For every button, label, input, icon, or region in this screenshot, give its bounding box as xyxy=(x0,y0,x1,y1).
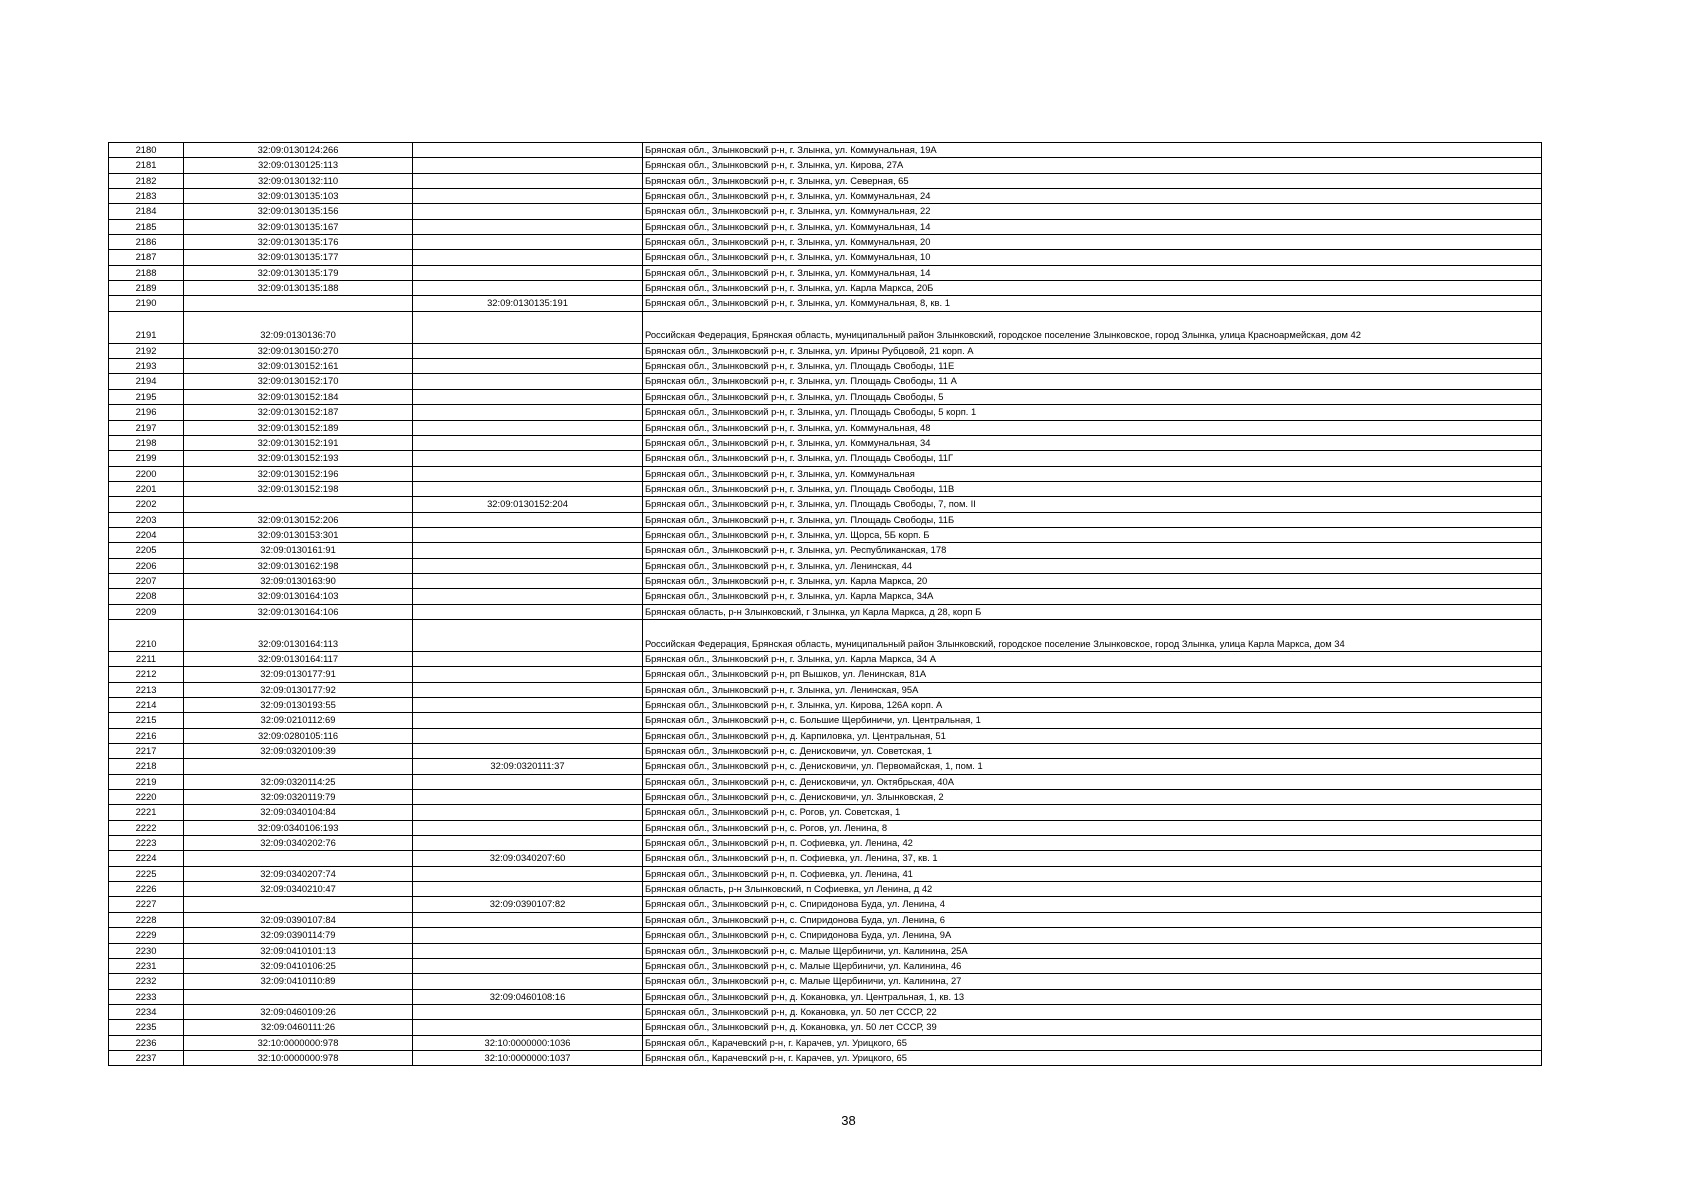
premises-cadastral-number-cell: 32:09:0320111:37 xyxy=(413,759,643,774)
cadastral-number-cell: 32:09:0340207:74 xyxy=(184,866,413,881)
table-row xyxy=(109,728,1542,743)
table-row xyxy=(109,851,1542,866)
address-cell: Брянская обл., Злынковский р-н, г. Злынка, ул. Коммунальная, 20 xyxy=(643,235,1542,250)
row-number-cell: 2190 xyxy=(109,296,184,311)
premises-cadastral-number-cell xyxy=(413,667,643,682)
address-cell: Брянская обл., Злынковский р-н, с. Денисковичи, ул. Первомайская, 1, пом. 1 xyxy=(643,759,1542,774)
table-row xyxy=(109,682,1542,697)
row-number-cell: 2236 xyxy=(109,1035,184,1050)
address-cell: Российская Федерация, Брянская область, муниципальный район Злынковский, городское поселение Злынковское, город Злынка, улица Карла Маркса, дом 34 xyxy=(643,619,1542,651)
address-cell: Брянская обл., Злынковский р-н, рп Вышков, ул. Ленинская, 81А xyxy=(643,667,1542,682)
address-cell: Брянская обл., Злынковский р-н, г. Злынка, ул. Коммунальная, 8, кв. 1 xyxy=(643,296,1542,311)
row-number-cell: 2202 xyxy=(109,497,184,512)
address-cell: Брянская обл., Злынковский р-н, г. Злынка, ул. Ленинская, 95А xyxy=(643,682,1542,697)
premises-cadastral-number-cell xyxy=(413,619,643,651)
address-cell: Брянская обл., Злынковский р-н, с. Большие Щербиничи, ул. Центральная, 1 xyxy=(643,713,1542,728)
premises-cadastral-number-cell xyxy=(413,173,643,188)
address-cell: Брянская обл., Злынковский р-н, г. Злынка, ул. Площадь Свободы, 5 корп. 1 xyxy=(643,405,1542,420)
premises-cadastral-number-cell xyxy=(413,374,643,389)
cadastral-number-cell: 32:09:0130152:161 xyxy=(184,359,413,374)
row-number-cell: 2212 xyxy=(109,667,184,682)
premises-cadastral-number-cell xyxy=(413,451,643,466)
cadastral-number-cell: 32:09:0210112:69 xyxy=(184,713,413,728)
table-row xyxy=(109,912,1542,927)
registry-table-body xyxy=(109,143,1542,1066)
table-row xyxy=(109,265,1542,280)
cadastral-number-cell: 32:09:0130164:103 xyxy=(184,589,413,604)
premises-cadastral-number-cell xyxy=(413,866,643,881)
address-cell: Брянская обл., Злынковский р-н, г. Злынка, ул. Площадь Свободы, 11 А xyxy=(643,374,1542,389)
table-row xyxy=(109,744,1542,759)
address-cell: Брянская обл., Злынковский р-н, с. Денисковичи, ул. Октябрьская, 40А xyxy=(643,774,1542,789)
address-cell: Брянская обл., Злынковский р-н, г. Злынка, ул. Карла Маркса, 20Б xyxy=(643,281,1542,296)
row-number-cell: 2207 xyxy=(109,573,184,588)
premises-cadastral-number-cell xyxy=(413,974,643,989)
table-row xyxy=(109,713,1542,728)
row-number-cell: 2210 xyxy=(109,619,184,651)
table-row xyxy=(109,866,1542,881)
premises-cadastral-number-cell xyxy=(413,543,643,558)
premises-cadastral-number-cell xyxy=(413,651,643,666)
cadastral-number-cell: 32:09:0390114:79 xyxy=(184,928,413,943)
row-number-cell: 2200 xyxy=(109,466,184,481)
address-cell: Брянская обл., Злынковский р-н, г. Злынка, ул. Коммунальная, 34 xyxy=(643,435,1542,450)
cadastral-number-cell: 32:09:0130135:103 xyxy=(184,189,413,204)
table-row xyxy=(109,311,1542,343)
premises-cadastral-number-cell xyxy=(413,527,643,542)
premises-cadastral-number-cell xyxy=(413,481,643,496)
cadastral-number-cell: 32:09:0130152:189 xyxy=(184,420,413,435)
row-number-cell: 2205 xyxy=(109,543,184,558)
address-cell: Брянская обл., Злынковский р-н, г. Злынка, ул. Кирова, 126А корп. А xyxy=(643,698,1542,713)
row-number-cell: 2198 xyxy=(109,435,184,450)
address-cell: Брянская обл., Злынковский р-н, с. Малые Щербиничи, ул. Калинина, 27 xyxy=(643,974,1542,989)
table-row xyxy=(109,1004,1542,1019)
premises-cadastral-number-cell xyxy=(413,311,643,343)
address-cell: Брянская обл., Злынковский р-н, г. Злынка, ул. Карла Маркса, 20 xyxy=(643,573,1542,588)
premises-cadastral-number-cell xyxy=(413,405,643,420)
address-cell: Брянская обл., Злынковский р-н, д. Кокановка, ул. Центральная, 1, кв. 13 xyxy=(643,989,1542,1004)
row-number-cell: 2182 xyxy=(109,173,184,188)
address-cell: Брянская обл., Карачевский р-н, г. Карачев, ул. Урицкого, 65 xyxy=(643,1035,1542,1050)
cadastral-number-cell xyxy=(184,497,413,512)
cadastral-number-cell: 32:09:0130152:198 xyxy=(184,481,413,496)
premises-cadastral-number-cell xyxy=(413,512,643,527)
address-cell: Брянская обл., Злынковский р-н, с. Малые Щербиничи, ул. Калинина, 25А xyxy=(643,943,1542,958)
cadastral-number-cell: 32:09:0460111:26 xyxy=(184,1020,413,1035)
table-row xyxy=(109,158,1542,173)
cadastral-number-cell: 32:09:0410101:13 xyxy=(184,943,413,958)
row-number-cell: 2235 xyxy=(109,1020,184,1035)
address-cell: Брянская обл., Злынковский р-н, г. Злынка, ул. Коммунальная xyxy=(643,466,1542,481)
address-cell: Брянская обл., Злынковский р-н, г. Злынка, ул. Коммунальная, 48 xyxy=(643,420,1542,435)
row-number-cell: 2233 xyxy=(109,989,184,1004)
table-row xyxy=(109,698,1542,713)
row-number-cell: 2224 xyxy=(109,851,184,866)
cadastral-number-cell: 32:09:0280105:116 xyxy=(184,728,413,743)
table-row xyxy=(109,527,1542,542)
premises-cadastral-number-cell xyxy=(413,158,643,173)
cadastral-number-cell: 32:09:0130152:184 xyxy=(184,389,413,404)
premises-cadastral-number-cell xyxy=(413,912,643,927)
address-cell: Брянская обл., Злынковский р-н, г. Злынка, ул. Карла Маркса, 34А xyxy=(643,589,1542,604)
table-row xyxy=(109,389,1542,404)
address-cell: Брянская обл., Злынковский р-н, д. Кокановка, ул. 50 лет СССР, 39 xyxy=(643,1020,1542,1035)
address-cell: Брянская обл., Злынковский р-н, г. Злынка, ул. Ирины Рубцовой, 21 корп. А xyxy=(643,343,1542,358)
row-number-cell: 2209 xyxy=(109,604,184,619)
row-number-cell: 2237 xyxy=(109,1050,184,1065)
address-cell: Брянская обл., Злынковский р-н, д. Карпиловка, ул. Центральная, 51 xyxy=(643,728,1542,743)
address-cell: Брянская обл., Злынковский р-н, с. Денисковичи, ул. Советская, 1 xyxy=(643,744,1542,759)
premises-cadastral-number-cell: 32:09:0460108:16 xyxy=(413,989,643,1004)
address-cell: Брянская обл., Злынковский р-н, г. Злынка, ул. Площадь Свободы, 11В xyxy=(643,481,1542,496)
table-row xyxy=(109,759,1542,774)
cadastral-number-cell: 32:09:0340210:47 xyxy=(184,882,413,897)
table-row xyxy=(109,466,1542,481)
table-row xyxy=(109,573,1542,588)
page-number: 38 xyxy=(841,1113,856,1128)
row-number-cell: 2191 xyxy=(109,311,184,343)
table-row xyxy=(109,1035,1542,1050)
table-row xyxy=(109,882,1542,897)
address-cell: Брянская обл., Злынковский р-н, п. Софиевка, ул. Ленина, 41 xyxy=(643,866,1542,881)
row-number-cell: 2213 xyxy=(109,682,184,697)
cadastral-number-cell: 32:09:0410106:25 xyxy=(184,958,413,973)
address-cell: Брянская обл., Злынковский р-н, г. Злынка, ул. Коммунальная, 24 xyxy=(643,189,1542,204)
row-number-cell: 2186 xyxy=(109,235,184,250)
table-row xyxy=(109,143,1542,158)
premises-cadastral-number-cell xyxy=(413,698,643,713)
table-row xyxy=(109,589,1542,604)
row-number-cell: 2231 xyxy=(109,958,184,973)
row-number-cell: 2223 xyxy=(109,836,184,851)
address-cell: Брянская область, р-н Злынковский, г Злынка, ул Карла Маркса, д 28, корп Б xyxy=(643,604,1542,619)
table-row xyxy=(109,774,1542,789)
row-number-cell: 2181 xyxy=(109,158,184,173)
table-row xyxy=(109,296,1542,311)
row-number-cell: 2216 xyxy=(109,728,184,743)
cadastral-number-cell: 32:09:0130135:177 xyxy=(184,250,413,265)
address-cell: Брянская обл., Злынковский р-н, г. Злынка, ул. Коммунальная, 14 xyxy=(643,265,1542,280)
table-row xyxy=(109,928,1542,943)
row-number-cell: 2183 xyxy=(109,189,184,204)
cadastral-number-cell: 32:09:0130152:170 xyxy=(184,374,413,389)
premises-cadastral-number-cell xyxy=(413,744,643,759)
address-cell: Брянская обл., Злынковский р-н, д. Кокановка, ул. 50 лет СССР, 22 xyxy=(643,1004,1542,1019)
row-number-cell: 2180 xyxy=(109,143,184,158)
cadastral-number-cell: 32:09:0130152:193 xyxy=(184,451,413,466)
premises-cadastral-number-cell xyxy=(413,359,643,374)
address-cell: Брянская обл., Злынковский р-н, г. Злынка, ул. Коммунальная, 10 xyxy=(643,250,1542,265)
table-row xyxy=(109,943,1542,958)
address-cell: Брянская обл., Злынковский р-н, г. Злынка, ул. Щорса, 5Б корп. Б xyxy=(643,527,1542,542)
address-cell: Брянская обл., Злынковский р-н, г. Злынка, ул. Ленинская, 44 xyxy=(643,558,1542,573)
cadastral-number-cell: 32:09:0130135:156 xyxy=(184,204,413,219)
row-number-cell: 2232 xyxy=(109,974,184,989)
premises-cadastral-number-cell: 32:09:0130135:191 xyxy=(413,296,643,311)
premises-cadastral-number-cell xyxy=(413,466,643,481)
row-number-cell: 2196 xyxy=(109,405,184,420)
premises-cadastral-number-cell xyxy=(413,604,643,619)
cadastral-number-cell xyxy=(184,897,413,912)
address-cell: Брянская обл., Злынковский р-н, с. Спиридонова Буда, ул. Ленина, 6 xyxy=(643,912,1542,927)
cadastral-number-cell: 32:09:0320114:25 xyxy=(184,774,413,789)
premises-cadastral-number-cell xyxy=(413,204,643,219)
cadastral-number-cell: 32:09:0320109:39 xyxy=(184,744,413,759)
row-number-cell: 2185 xyxy=(109,219,184,234)
premises-cadastral-number-cell xyxy=(413,235,643,250)
address-cell: Брянская обл., Злынковский р-н, г. Злынка, ул. Площадь Свободы, 11Б xyxy=(643,512,1542,527)
premises-cadastral-number-cell xyxy=(413,1020,643,1035)
cadastral-number-cell: 32:09:0130153:301 xyxy=(184,527,413,542)
table-row xyxy=(109,512,1542,527)
table-row xyxy=(109,204,1542,219)
address-cell: Брянская обл., Злынковский р-н, с. Спиридонова Буда, ул. Ленина, 4 xyxy=(643,897,1542,912)
address-cell: Брянская обл., Злынковский р-н, с. Денисковичи, ул. Злынковская, 2 xyxy=(643,790,1542,805)
cadastral-number-cell: 32:09:0130135:176 xyxy=(184,235,413,250)
table-row xyxy=(109,989,1542,1004)
premises-cadastral-number-cell xyxy=(413,250,643,265)
table-row xyxy=(109,1050,1542,1065)
premises-cadastral-number-cell: 32:10:0000000:1037 xyxy=(413,1050,643,1065)
cadastral-number-cell: 32:09:0130164:106 xyxy=(184,604,413,619)
premises-cadastral-number-cell xyxy=(413,943,643,958)
address-cell: Брянская обл., Злынковский р-н, г. Злынка, ул. Коммунальная, 14 xyxy=(643,219,1542,234)
cadastral-number-cell: 32:09:0130177:91 xyxy=(184,667,413,682)
row-number-cell: 2227 xyxy=(109,897,184,912)
row-number-cell: 2195 xyxy=(109,389,184,404)
premises-cadastral-number-cell xyxy=(413,281,643,296)
table-row xyxy=(109,250,1542,265)
cadastral-number-cell: 32:09:0130135:188 xyxy=(184,281,413,296)
row-number-cell: 2199 xyxy=(109,451,184,466)
table-row xyxy=(109,604,1542,619)
cadastral-number-cell xyxy=(184,851,413,866)
row-number-cell: 2215 xyxy=(109,713,184,728)
premises-cadastral-number-cell xyxy=(413,774,643,789)
row-number-cell: 2230 xyxy=(109,943,184,958)
cadastral-number-cell: 32:09:0130162:198 xyxy=(184,558,413,573)
row-number-cell: 2221 xyxy=(109,805,184,820)
cadastral-number-cell: 32:10:0000000:978 xyxy=(184,1035,413,1050)
cadastral-number-cell: 32:09:0130177:92 xyxy=(184,682,413,697)
premises-cadastral-number-cell xyxy=(413,790,643,805)
row-number-cell: 2192 xyxy=(109,343,184,358)
address-cell: Брянская обл., Злынковский р-н, г. Злынка, ул. Карла Маркса, 34 А xyxy=(643,651,1542,666)
premises-cadastral-number-cell xyxy=(413,435,643,450)
cadastral-number-cell: 32:09:0130125:113 xyxy=(184,158,413,173)
premises-cadastral-number-cell: 32:09:0130152:204 xyxy=(413,497,643,512)
cadastral-number-cell: 32:09:0130164:117 xyxy=(184,651,413,666)
row-number-cell: 2193 xyxy=(109,359,184,374)
table-row xyxy=(109,497,1542,512)
cadastral-number-cell: 32:09:0130152:191 xyxy=(184,435,413,450)
premises-cadastral-number-cell: 32:09:0340207:60 xyxy=(413,851,643,866)
address-cell: Брянская обл., Злынковский р-н, г. Злынка, ул. Республиканская, 178 xyxy=(643,543,1542,558)
table-row xyxy=(109,958,1542,973)
address-cell: Брянская обл., Злынковский р-н, г. Злынка, ул. Площадь Свободы, 11Е xyxy=(643,359,1542,374)
row-number-cell: 2206 xyxy=(109,558,184,573)
premises-cadastral-number-cell xyxy=(413,805,643,820)
cadastral-number-cell: 32:09:0410110:89 xyxy=(184,974,413,989)
row-number-cell: 2208 xyxy=(109,589,184,604)
cadastral-number-cell: 32:09:0130132:110 xyxy=(184,173,413,188)
row-number-cell: 2201 xyxy=(109,481,184,496)
row-number-cell: 2220 xyxy=(109,790,184,805)
row-number-cell: 2217 xyxy=(109,744,184,759)
address-cell: Брянская обл., Злынковский р-н, г. Злынка, ул. Площадь Свободы, 5 xyxy=(643,389,1542,404)
address-cell: Брянская обл., Злынковский р-н, г. Злынка, ул. Коммунальная, 19А xyxy=(643,143,1542,158)
premises-cadastral-number-cell xyxy=(413,265,643,280)
premises-cadastral-number-cell xyxy=(413,713,643,728)
cadastral-number-cell: 32:09:0130193:55 xyxy=(184,698,413,713)
table-row xyxy=(109,173,1542,188)
table-row xyxy=(109,374,1542,389)
cadastral-number-cell: 32:09:0130163:90 xyxy=(184,573,413,588)
row-number-cell: 2204 xyxy=(109,527,184,542)
table-row xyxy=(109,836,1542,851)
premises-cadastral-number-cell xyxy=(413,389,643,404)
address-cell: Брянская обл., Злынковский р-н, г. Злынка, ул. Коммунальная, 22 xyxy=(643,204,1542,219)
row-number-cell: 2228 xyxy=(109,912,184,927)
table-row xyxy=(109,189,1542,204)
table-row xyxy=(109,543,1542,558)
premises-cadastral-number-cell xyxy=(413,589,643,604)
row-number-cell: 2188 xyxy=(109,265,184,280)
cadastral-number-cell: 32:09:0340104:84 xyxy=(184,805,413,820)
cadastral-number-cell: 32:09:0130152:206 xyxy=(184,512,413,527)
table-row xyxy=(109,235,1542,250)
premises-cadastral-number-cell xyxy=(413,1004,643,1019)
row-number-cell: 2197 xyxy=(109,420,184,435)
table-row xyxy=(109,451,1542,466)
cadastral-number-cell: 32:09:0130135:167 xyxy=(184,219,413,234)
row-number-cell: 2211 xyxy=(109,651,184,666)
table-row xyxy=(109,281,1542,296)
address-cell: Брянская обл., Злынковский р-н, п. Софиевка, ул. Ленина, 37, кв. 1 xyxy=(643,851,1542,866)
cadastral-number-cell: 32:09:0130152:196 xyxy=(184,466,413,481)
table-row xyxy=(109,790,1542,805)
cadastral-number-cell xyxy=(184,296,413,311)
table-row xyxy=(109,219,1542,234)
premises-cadastral-number-cell xyxy=(413,836,643,851)
row-number-cell: 2222 xyxy=(109,820,184,835)
premises-cadastral-number-cell xyxy=(413,882,643,897)
address-cell: Брянская обл., Карачевский р-н, г. Карачев, ул. Урицкого, 65 xyxy=(643,1050,1542,1065)
premises-cadastral-number-cell xyxy=(413,573,643,588)
row-number-cell: 2229 xyxy=(109,928,184,943)
table-row xyxy=(109,420,1542,435)
cadastral-number-cell: 32:09:0130136:70 xyxy=(184,311,413,343)
row-number-cell: 2234 xyxy=(109,1004,184,1019)
premises-cadastral-number-cell xyxy=(413,219,643,234)
table-row xyxy=(109,481,1542,496)
cadastral-number-cell: 32:09:0340106:193 xyxy=(184,820,413,835)
table-row xyxy=(109,974,1542,989)
cadastral-number-cell: 32:09:0340202:76 xyxy=(184,836,413,851)
premises-cadastral-number-cell xyxy=(413,728,643,743)
row-number-cell: 2203 xyxy=(109,512,184,527)
table-row xyxy=(109,897,1542,912)
premises-cadastral-number-cell xyxy=(413,143,643,158)
address-cell: Брянская обл., Злынковский р-н, г. Злынка, ул. Площадь Свободы, 11Г xyxy=(643,451,1542,466)
address-cell: Брянская обл., Злынковский р-н, с. Рогов, ул. Советская, 1 xyxy=(643,805,1542,820)
row-number-cell: 2184 xyxy=(109,204,184,219)
cadastral-number-cell: 32:09:0130150:270 xyxy=(184,343,413,358)
address-cell: Брянская обл., Злынковский р-н, с. Спиридонова Буда, ул. Ленина, 9А xyxy=(643,928,1542,943)
row-number-cell: 2225 xyxy=(109,866,184,881)
address-cell: Брянская обл., Злынковский р-н, с. Рогов, ул. Ленина, 8 xyxy=(643,820,1542,835)
premises-cadastral-number-cell xyxy=(413,958,643,973)
premises-cadastral-number-cell xyxy=(413,820,643,835)
table-row xyxy=(109,359,1542,374)
address-cell: Российская Федерация, Брянская область, муниципальный район Злынковский, городское поселение Злынковское, город Злынка, улица Красноармейская, дом 42 xyxy=(643,311,1542,343)
row-number-cell: 2187 xyxy=(109,250,184,265)
cadastral-number-cell xyxy=(184,989,413,1004)
cadastral-number-cell: 32:09:0320119:79 xyxy=(184,790,413,805)
table-row xyxy=(109,1020,1542,1035)
premises-cadastral-number-cell: 32:10:0000000:1036 xyxy=(413,1035,643,1050)
registry-table xyxy=(108,142,1542,1066)
premises-cadastral-number-cell xyxy=(413,420,643,435)
address-cell: Брянская обл., Злынковский р-н, п. Софиевка, ул. Ленина, 42 xyxy=(643,836,1542,851)
address-cell: Брянская обл., Злынковский р-н, с. Малые Щербиничи, ул. Калинина, 46 xyxy=(643,958,1542,973)
table-row xyxy=(109,667,1542,682)
table-row xyxy=(109,805,1542,820)
table-row xyxy=(109,405,1542,420)
cadastral-number-cell: 32:09:0130152:187 xyxy=(184,405,413,420)
table-row xyxy=(109,558,1542,573)
cadastral-number-cell: 32:09:0460109:26 xyxy=(184,1004,413,1019)
table-row xyxy=(109,820,1542,835)
premises-cadastral-number-cell xyxy=(413,682,643,697)
address-cell: Брянская обл., Злынковский р-н, г. Злынка, ул. Северная, 65 xyxy=(643,173,1542,188)
cadastral-number-cell: 32:09:0130124:266 xyxy=(184,143,413,158)
row-number-cell: 2218 xyxy=(109,759,184,774)
cadastral-number-cell: 32:09:0130135:179 xyxy=(184,265,413,280)
table-row xyxy=(109,651,1542,666)
row-number-cell: 2214 xyxy=(109,698,184,713)
premises-cadastral-number-cell xyxy=(413,343,643,358)
row-number-cell: 2194 xyxy=(109,374,184,389)
cadastral-number-cell: 32:10:0000000:978 xyxy=(184,1050,413,1065)
table-row xyxy=(109,619,1542,651)
cadastral-number-cell: 32:09:0130164:113 xyxy=(184,619,413,651)
table-row xyxy=(109,435,1542,450)
table-row xyxy=(109,343,1542,358)
premises-cadastral-number-cell xyxy=(413,189,643,204)
row-number-cell: 2226 xyxy=(109,882,184,897)
premises-cadastral-number-cell: 32:09:0390107:82 xyxy=(413,897,643,912)
address-cell: Брянская область, р-н Злынковский, п Софиевка, ул Ленина, д 42 xyxy=(643,882,1542,897)
cadastral-number-cell xyxy=(184,759,413,774)
address-cell: Брянская обл., Злынковский р-н, г. Злынка, ул. Площадь Свободы, 7, пом. II xyxy=(643,497,1542,512)
row-number-cell: 2219 xyxy=(109,774,184,789)
address-cell: Брянская обл., Злынковский р-н, г. Злынка, ул. Кирова, 27А xyxy=(643,158,1542,173)
row-number-cell: 2189 xyxy=(109,281,184,296)
premises-cadastral-number-cell xyxy=(413,928,643,943)
cadastral-number-cell: 32:09:0390107:84 xyxy=(184,912,413,927)
premises-cadastral-number-cell xyxy=(413,558,643,573)
cadastral-number-cell: 32:09:0130161:91 xyxy=(184,543,413,558)
